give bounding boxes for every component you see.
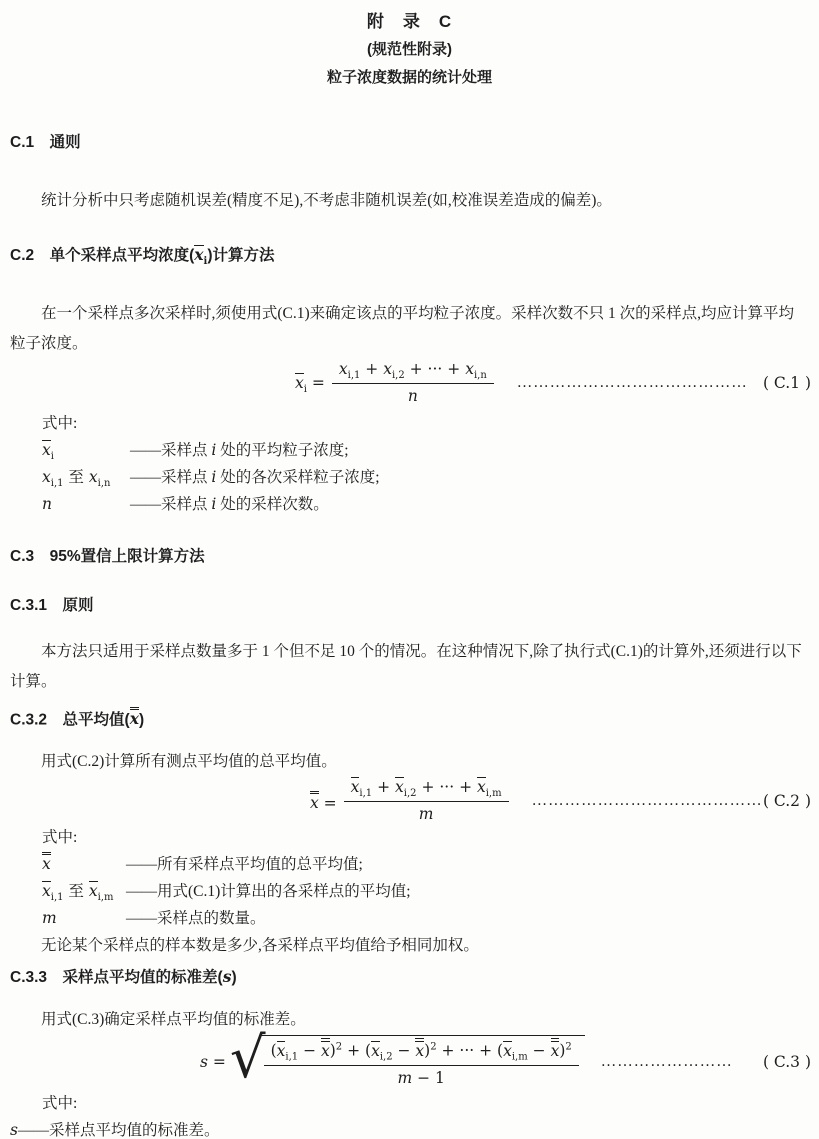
- section-c31-heading: C.3.1 原则: [10, 596, 94, 614]
- section-c2-heading: C.2 单个采样点平均浓度$(x_i)$计算方法: [10, 245, 275, 268]
- section-c1-heading: C.1 通则: [10, 134, 81, 151]
- formula-c3: [200, 1025, 585, 1091]
- formula-c1-fraction: [332, 359, 494, 407]
- formula-c2: [310, 777, 516, 825]
- definition-row: [0, 491, 819, 518]
- c2-definition-list: [0, 437, 819, 518]
- formula-c2-row: [0, 777, 819, 825]
- formula-c3-lhs: s =: [200, 1052, 226, 1071]
- definition-text: ——采样点的数量。: [126, 910, 266, 928]
- section-c32-heading: C.3.2 总平均值(x): [10, 707, 809, 732]
- formula-c2-lhs: x =: [310, 791, 337, 813]
- formula-c1-numerator: $x_{i,1} + x_{i,2}$ + ··· + $x_{i,n}$: [332, 359, 494, 384]
- formula-c2-number: ( C.2 ): [762, 792, 811, 811]
- definition-text: ——用式(C.1)计算出的各采样点的平均值;: [126, 883, 411, 901]
- formula-c3-row: [0, 1025, 819, 1091]
- section-c3-heading: C.3 95%置信上限计算方法: [10, 547, 205, 565]
- c2-where-label: 式中:: [42, 414, 78, 432]
- c1-paragraph: 统计分析中只考虑随机误差(精度不足),不考虑非随机误差(如,校准误差造成的偏差)。: [41, 192, 612, 209]
- formula-c1: [295, 359, 501, 407]
- formula-c1-denominator: n: [407, 386, 418, 405]
- definition-text: ——采样点 i 处的平均粒子浓度;: [130, 440, 349, 459]
- appendix-title-block: [0, 8, 819, 92]
- formula-c2-denominator: m: [418, 805, 434, 824]
- definition-symbol: n: [42, 494, 52, 513]
- c32-where-label: 式中:: [42, 829, 78, 847]
- section-c33-heading: C.3.3 采样点平均值的标准差(s): [10, 967, 237, 987]
- definition-symbol: m: [42, 909, 57, 928]
- c32-note-paragraph: 无论某个采样点的样本数是多少,各采样点平均值给予相同加权。: [41, 937, 479, 955]
- definition-symbol: x: [42, 851, 126, 878]
- c31-paragraph: 本方法只适用于采样点数量多于 1 个但不足 10 个的情况。在这种情况下,除了执行式(C.1)的计算外,还须进行以下计算。: [10, 642, 802, 690]
- appendix-title: 附 录 C: [366, 12, 453, 31]
- formula-c1-lhs: $x_i$ =: [295, 374, 325, 396]
- definition-text: ——采样点 i 处的各次采样粒子浓度;: [130, 467, 380, 486]
- definition-symbol: $x_{i,1}$ 至 $x_{i,m}$: [42, 882, 114, 904]
- definition-row: [0, 905, 819, 932]
- formula-c3-numerator: $(x_{i,1} - x)^2 + (x_{i,2} - x)^2$ + ··· + $(x_{i,m} - x)^2$: [264, 1038, 579, 1065]
- formula-c1-row: [0, 359, 819, 407]
- formula-c3-square-root: [229, 1025, 585, 1091]
- definition-row: [0, 878, 819, 905]
- formula-c2-leader-dots: ……………………………………: [531, 792, 763, 810]
- appendix-subtitle: (规范性附录): [367, 41, 452, 58]
- c33-paragraph: 用式(C.3)确定采样点平均值的标准差。: [41, 1011, 306, 1029]
- formula-c3-fraction: [264, 1038, 579, 1088]
- appendix-topic: 粒子浓度数据的统计处理: [326, 69, 492, 86]
- formula-c3-leader-dots: ……………………: [600, 1052, 733, 1070]
- definition-row: [0, 464, 819, 491]
- definition-row: [0, 851, 819, 878]
- formula-c2-numerator: $x_{i,1} + x_{i,2}$ + ··· + $x_{i,m}$: [344, 777, 509, 802]
- formula-c1-leader-dots: ……………………………………: [516, 373, 748, 391]
- definition-row: [0, 437, 819, 464]
- definition-symbol: $x_i$: [42, 440, 54, 462]
- formula-c3-radicand: [259, 1035, 585, 1088]
- c33-where-label: 式中:: [42, 1094, 78, 1112]
- formula-c3-denominator: m − 1: [397, 1068, 445, 1087]
- c33-final-definition: s——采样点平均值的标准差。: [10, 1120, 220, 1139]
- definition-text: ——采样点 i 处的采样次数。: [130, 494, 329, 513]
- c32-paragraph: 用式(C.2)计算所有测点平均值的总平均值。: [41, 753, 337, 771]
- formula-c1-number: ( C.1 ): [762, 373, 811, 392]
- formula-c3-number: ( C.3 ): [762, 1052, 811, 1071]
- definition-text: ——所有采样点平均值的总平均值;: [126, 856, 363, 874]
- c2-paragraph: 在一个采样点多次采样时,须使用式(C.1)来确定该点的平均粒子浓度。采样次数不只 1 次的采样点,均应计算平均粒子浓度。: [10, 305, 795, 352]
- formula-c2-fraction: [344, 777, 509, 825]
- c32-definition-list: [0, 851, 819, 932]
- radical-sign: √: [229, 1025, 266, 1091]
- definition-symbol: $x_{i,1}$ 至 $x_{i,n}$: [42, 467, 111, 489]
